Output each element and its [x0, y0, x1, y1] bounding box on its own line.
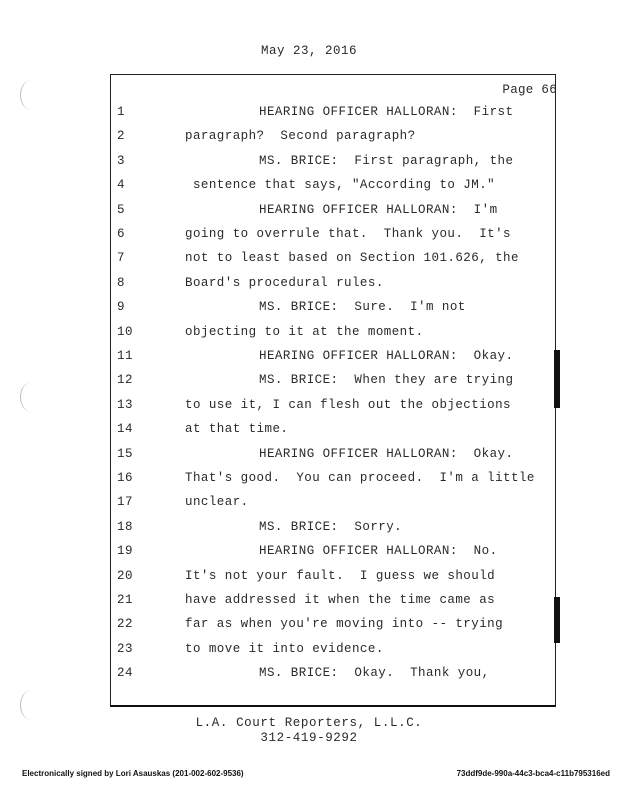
- line-number: 17: [117, 495, 133, 510]
- line-text: HEARING OFFICER HALLORAN: I'm: [259, 202, 498, 217]
- line-number: 1: [117, 105, 125, 119]
- line-number: 7: [117, 251, 125, 266]
- line-text: MS. BRICE: Sure. I'm not: [259, 300, 466, 315]
- line-number: 11: [117, 349, 133, 363]
- transcript-line: [111, 373, 551, 391]
- transcript-page-frame: [110, 74, 556, 707]
- footer-company: L.A. Court Reporters, L.L.C.: [195, 716, 423, 730]
- transcript-line: [111, 447, 551, 465]
- transcript-line: [111, 276, 551, 294]
- signature-right: 73ddf9de-990a-44c3-bca4-c11b795316ed: [456, 769, 610, 778]
- transcript-line: [111, 642, 551, 660]
- line-number: 21: [117, 593, 133, 607]
- line-number: 15: [117, 446, 133, 461]
- line-number: 2: [117, 129, 125, 144]
- line-text: HEARING OFFICER HALLORAN: No.: [259, 544, 498, 559]
- transcript-line: [111, 544, 551, 562]
- line-number: 5: [117, 202, 125, 217]
- line-number: 23: [117, 641, 133, 656]
- line-number: 22: [117, 617, 133, 632]
- transcript-line: [111, 105, 551, 123]
- line-text: HEARING OFFICER HALLORAN: Okay.: [259, 349, 514, 363]
- line-number: 4: [117, 178, 125, 193]
- line-number: 18: [117, 519, 133, 534]
- line-number: 9: [117, 300, 125, 315]
- line-number: 13: [117, 397, 133, 412]
- line-text: unclear.: [185, 495, 249, 510]
- hole-punch-middle: [20, 382, 43, 412]
- line-text: sentence that says, "According to JM.": [185, 178, 496, 193]
- line-text: MS. BRICE: When they are trying: [259, 373, 514, 388]
- hole-punch-top: [20, 80, 43, 110]
- line-text: That's good. You can proceed. I'm a little: [185, 471, 535, 485]
- transcript-line: [111, 325, 551, 343]
- line-number: 8: [117, 275, 125, 290]
- line-text: objecting to it at the moment.: [185, 324, 424, 339]
- line-number: 3: [117, 153, 125, 168]
- signature-left: Electronically signed by Lori Asauskas (201-002-602-9536): [22, 769, 244, 778]
- line-text: to move it into evidence.: [185, 641, 384, 656]
- line-text: HEARING OFFICER HALLORAN: First: [259, 105, 514, 119]
- transcript-line: [111, 422, 551, 440]
- line-text: MS. BRICE: Sorry.: [259, 519, 403, 534]
- line-number: 19: [117, 544, 133, 559]
- line-text: It's not your fault. I guess we should: [185, 568, 496, 583]
- transcript-line: [111, 666, 551, 684]
- line-text: Board's procedural rules.: [185, 275, 384, 290]
- line-text: far as when you're moving into -- trying: [185, 617, 504, 632]
- transcript-line: [111, 520, 551, 538]
- page-number: Page 66: [502, 83, 557, 97]
- footer-phone: 312-419-9292: [260, 731, 358, 745]
- line-number: 16: [117, 471, 133, 485]
- transcript-line: [111, 349, 551, 367]
- transcript-line: [111, 617, 551, 635]
- transcript-date: May 23, 2016: [260, 44, 357, 58]
- line-number: 20: [117, 568, 133, 583]
- line-text: MS. BRICE: First paragraph, the: [259, 153, 514, 168]
- transcript-line: [111, 154, 551, 172]
- transcript-line: [111, 569, 551, 587]
- transcript-line: [111, 398, 551, 416]
- margin-bar-upper: [554, 350, 560, 408]
- transcript-line: [111, 471, 551, 489]
- line-text: going to overrule that. Thank you. It's: [185, 227, 511, 241]
- margin-bar-lower: [554, 597, 560, 643]
- line-text: MS. BRICE: Okay. Thank you,: [259, 666, 490, 681]
- line-number: 14: [117, 422, 133, 437]
- line-number: 6: [117, 227, 125, 241]
- line-number: 12: [117, 373, 133, 388]
- line-text: HEARING OFFICER HALLORAN: Okay.: [259, 446, 514, 461]
- line-text: paragraph? Second paragraph?: [185, 129, 416, 144]
- transcript-line: [111, 227, 551, 245]
- transcript-line: [111, 178, 551, 196]
- line-text: not to least based on Section 101.626, the: [185, 251, 519, 266]
- line-number: 10: [117, 324, 133, 339]
- line-text: have addressed it when the time came as: [185, 593, 496, 607]
- transcript-line: [111, 593, 551, 611]
- transcript-line: [111, 129, 551, 147]
- line-text: to use it, I can flesh out the objections: [185, 397, 511, 412]
- transcript-line: [111, 251, 551, 269]
- transcript-line: [111, 300, 551, 318]
- line-text: at that time.: [185, 422, 289, 437]
- line-number: 24: [117, 666, 133, 681]
- transcript-line: [111, 203, 551, 221]
- transcript-line: [111, 495, 551, 513]
